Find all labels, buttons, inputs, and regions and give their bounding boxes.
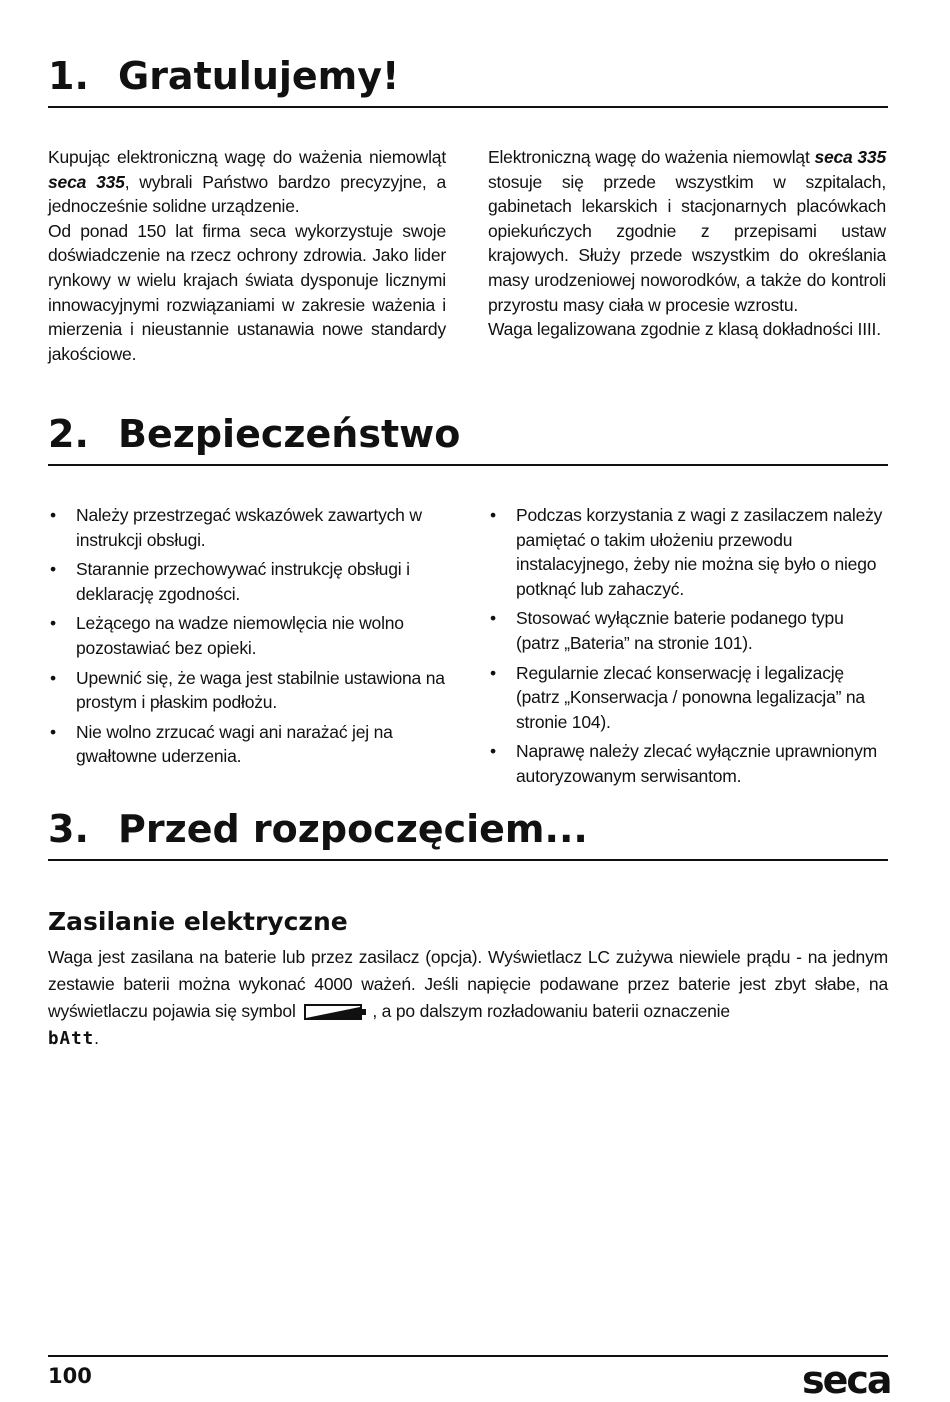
section-1-title: Gratulujemy! <box>118 54 400 98</box>
safety-item: • Starannie przechowywać instrukcję obsługi i deklarację zgodności. <box>48 557 446 606</box>
safety-right-column <box>488 503 886 794</box>
safety-item: • Podczas korzystania z wagi z zasilaczem należy pamiętać o takim ułożeniu przewodu instalacyjnego, żeby nie można się było o niego potknąć lub zahaczyć. <box>488 503 886 601</box>
section-1-heading <box>48 52 888 108</box>
section-1-right-column <box>488 145 886 342</box>
power-supply-paragraph: Waga jest zasilana na baterie lub przez zasilacz (opcja). Wyświetlacz LC zużywa niewiele prądu - na jednym zestawie baterii można wykonać 4000 ważeń. Jeśli napięcie podawane przez baterie jest zbyt słabe, na wyświetlaczu pojawia się symbol , a po dalszym rozładowaniu baterii oznaczenie bAtt. <box>48 947 888 1049</box>
safety-item: • Regularnie zlecać konserwację i legalizację (patrz „Konserwacja / ponowna legalizacja” na stronie 104). <box>488 661 886 735</box>
power-supply-subheading: Zasilanie elektryczne <box>48 907 348 936</box>
accuracy-class-paragraph: Waga legalizowana zgodnie z klasą dokładności IIII. <box>488 319 881 340</box>
safety-item: • Nie wolno zrzucać wagi ani narażać jej na gwałtowne uderzenia. <box>48 720 446 769</box>
usage-paragraph: Elektroniczną wagę do ważenia niemowląt seca 335 stosuje się przede wszystkim w szpitalach, gabinetach lekarskich i stacjonarnych placówkach opiekuńczych zgodnie z przepisami ustaw krajowych. Służy przede wszystkim do określania masy urodzeniowej noworodków, a także do kontroli przyrostu masy ciała w procesie wzrostu. <box>488 147 886 315</box>
safety-item: • Leżącego na wadze niemowlęcia nie wolno pozostawiać bez opieki. <box>48 611 446 660</box>
footer-divider <box>48 1355 888 1357</box>
section-2-number: 2. <box>48 412 89 456</box>
section-1-left-column <box>48 145 446 366</box>
section-1-number: 1. <box>48 54 89 98</box>
model-name: seca 335 <box>814 147 886 167</box>
safety-list-left <box>48 503 446 769</box>
section-3-number: 3. <box>48 807 89 851</box>
safety-item: • Upewnić się, że waga jest stabilnie ustawiona na prostym i płaskim podłożu. <box>48 666 446 715</box>
safety-left-column <box>48 503 446 774</box>
seca-logo: seca <box>802 1358 891 1402</box>
safety-item: • Stosować wyłącznie baterie podanego typu (patrz „Bateria” na stronie 101). <box>488 606 886 655</box>
model-name: seca 335 <box>48 171 125 192</box>
safety-item: • Należy przestrzegać wskazówek zawartych w instrukcji obsługi. <box>48 503 446 552</box>
section-3-heading <box>48 805 888 861</box>
section-2-heading <box>48 410 888 466</box>
section-2-title: Bezpieczeństwo <box>118 412 461 456</box>
safety-list-right <box>488 503 886 789</box>
intro-paragraph-1: Kupując elektroniczną wagę do ważenia niemowląt seca 335, wybrali Państwo bardzo precyzyjne, a jednocześnie solidne urządzenie. <box>48 147 446 217</box>
section-3-title: Przed rozpoczęciem... <box>118 807 588 851</box>
safety-item: • Naprawę należy zlecać wyłącznie uprawnionym autoryzowanym serwisantom. <box>488 739 886 788</box>
intro-paragraph-2: Od ponad 150 lat firma seca wykorzystuje swoje doświadczenie na rzecz ochrony zdrowia. Jako lider rynkowy w wielu krajach świata dysponuje licznymi innowacyjnymi rozwiązaniami w zakresie ważenia i mierzenia i nieustannie ustanawia nowe standardy jakościowe. <box>48 220 446 364</box>
low-battery-icon <box>304 1003 368 1021</box>
page-number: 100 <box>48 1364 92 1388</box>
batt-display-text: bAtt <box>48 1029 95 1049</box>
